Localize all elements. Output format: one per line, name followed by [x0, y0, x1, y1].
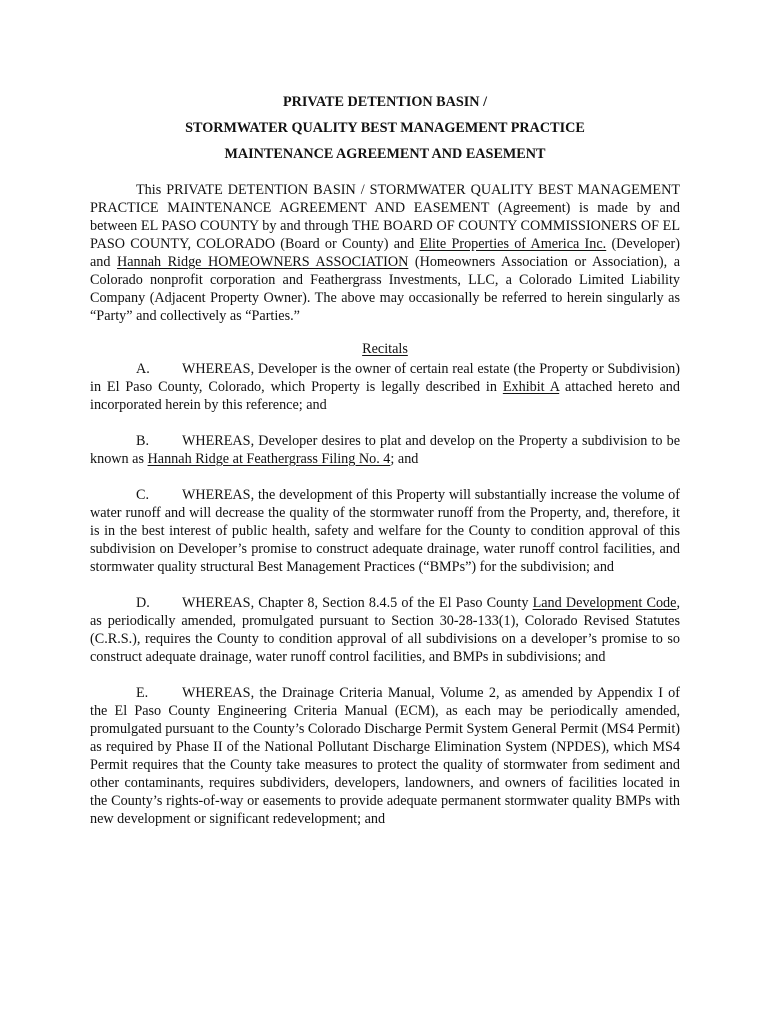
recital-b-text-1: WHEREAS, Developer desires to plat and develop on the Property a subdivision to be known as [90, 433, 680, 467]
recital-d-text-2: , as periodically amended, promulgated pursuant to Section 30-28-133(1), Colorado Revised Statutes (C.R.S.), requires the County to condition approval of all subdivisions on a developer’s promise to so construct adequate drainage, water runoff control facilities, and BMPs in subdivisions; and [90, 595, 680, 665]
recital-c-text: WHEREAS, the development of this Property will substantially increase the volume of water runoff and will decrease the quality of the stormwater runoff from the Property, and, therefore, it is in the best interest of public health, safety and welfare for the County to condition approval of this subdivision on Developer’s promise to construct adequate drainage, water runoff control facilities, and stormwater quality structural Best Management Practices (“BMPs”) for the subdivision; and [90, 487, 680, 575]
subdivision-name: Hannah Ridge at Feathergrass Filing No. 4 [147, 451, 391, 467]
recital-d-text-1: WHEREAS, Chapter 8, Section 8.4.5 of the El Paso County [182, 595, 533, 611]
recitals-heading [90, 340, 680, 358]
intro-text-2: (Developer) and [90, 236, 680, 270]
recital-e-letter: E. [136, 685, 149, 701]
intro-text-3: (Homeowners Association or Association), a Colorado nonprofit corporation and Feathergrass Investments, LLC, a Colorado Limited Liability Company (Adjacent Property Owner). The above may occasionally be referred to herein singularly as “Party” and collectively as “Parties.” [90, 254, 680, 324]
recital-c-letter: C. [136, 487, 150, 503]
document-page [90, 93, 680, 828]
intro-paragraph [90, 181, 680, 325]
recital-a-letter: A. [136, 361, 150, 377]
recitals-heading-text: Recitals [362, 341, 408, 357]
association-name: Hannah Ridge HOMEOWNERS ASSOCIATION [116, 254, 409, 270]
recital-b-letter: B. [136, 433, 150, 449]
recital-b [90, 432, 680, 468]
recital-c [90, 486, 680, 576]
recital-e-text: WHEREAS, the Drainage Criteria Manual, Volume 2, as amended by Appendix I of the El Paso County Engineering Criteria Manual (ECM), as each may be periodically amended, promulgated pursuant to the County’s Colorado Discharge Permit System General Permit (MS4 Permit) as required by Phase II of the National Pollutant Discharge Elimination System (NPDES), which MS4 Permit requires that the County take measures to protect the quality of stormwater from sediment and other contaminants, requires subdividers, developers, landowners, and owners of facilities located in the County’s rights-of-way or easements to provide adequate permanent stormwater quality BMPs with new development or significant redevelopment; and [90, 685, 681, 827]
title-line-1: PRIVATE DETENTION BASIN / [282, 94, 488, 110]
recital-a-text-1: WHEREAS, Developer is the owner of certain real estate (the Property or Subdivision) in El Paso County, Colorado, which Property is legally described in [90, 361, 680, 395]
document-title [90, 93, 680, 163]
land-development-code-reference: Land Development Code [532, 595, 677, 611]
recital-e [90, 684, 680, 828]
title-line-3: MAINTENANCE AGREEMENT AND EASEMENT [224, 146, 546, 162]
intro-text-1: This PRIVATE DETENTION BASIN / STORMWATER QUALITY BEST MANAGEMENT PRACTICE MAINTENANCE AGREEMENT AND EASEMENT (Agreement) is made by and between EL PASO COUNTY by and through THE BOARD OF COUNTY COMMISSIONERS OF EL PASO COUNTY, COLORADO (Board or County) and [90, 182, 680, 252]
recital-d-letter: D. [136, 595, 150, 611]
developer-name: Elite Properties of America Inc. [419, 236, 607, 252]
exhibit-a-reference: Exhibit A [502, 379, 560, 395]
recital-d [90, 594, 680, 666]
title-line-2: STORMWATER QUALITY BEST MANAGEMENT PRACTICE [185, 120, 585, 136]
recital-b-text-2: ; and [390, 451, 419, 467]
recital-a-text-2: attached hereto and incorporated herein by this reference; and [90, 379, 680, 413]
recital-a [90, 360, 680, 414]
